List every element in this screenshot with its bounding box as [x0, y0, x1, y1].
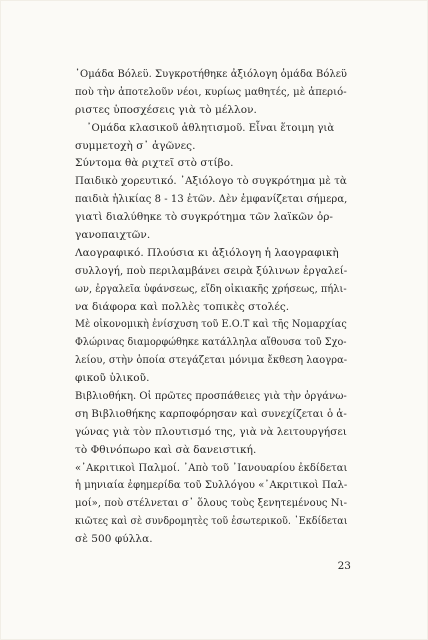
text-line: σὲ 500 φύλλα. — [75, 533, 153, 546]
text-line: κιῶτες καὶ σὲ συνδρομητὲς τοῦ ἐσωτερικοῦ. ᾿Εκδίδεται — [75, 515, 348, 528]
paragraph — [75, 316, 347, 388]
text-line: λείου, στὴν ὁποία στεγάζεται μόνιμα ἔκθεση λαογρα- — [75, 354, 348, 367]
text-line: γανοπαιχτῶν. — [75, 229, 151, 242]
text-line: συμμετοχὴ σ᾿ ἀγῶνες. — [75, 139, 196, 152]
text-line: παιδιὰ ἡλικίας 8 - 13 ἐτῶν. Δὲν ἐμφανίζεται σήμερα, — [75, 193, 348, 206]
text-line: ων, ἐργαλεῖα ὑφάνσεως, εἴδη οἰκιακῆς χρήσεως, πήλι- — [75, 282, 347, 295]
text-line: Σύντομα θὰ ριχτεῖ στὸ στίβο. — [75, 157, 234, 170]
text-line: ᾿Ομάδα Βόλεϋ. Συγκροτήθηκε ἀξιόλογη ὁμάδα Βόλεϋ — [75, 68, 348, 80]
text-line: μοί», ποὺ στέλνεται σ᾿ ὅλους τοὺς ξενητεμένους Νι- — [75, 497, 348, 510]
text-line: να διάφορα καὶ πολλὲς τοπικὲς στολές. — [75, 300, 290, 313]
text-line: ᾿Ομάδα κλασικοῦ ἀθλητισμοῦ. Εἶναι ἕτοιμη γιὰ — [86, 121, 335, 134]
text-line: τὸ Φθινόπωρο καὶ σὰ δανειστική. — [75, 443, 257, 456]
body-text — [75, 66, 347, 549]
paragraph — [75, 173, 347, 245]
text-line: γώνας γιὰ τὸν πλουτισμό της, γιὰ νὰ λειτουργήσει — [75, 425, 347, 438]
text-line: ση Βιβλιοθήκης καρποφόρησαν καὶ συνεχίζεται ὁ ἀ- — [75, 407, 347, 420]
text-line: Φλώρινας διαμορφώθηκε κατάλληλα αἴθουσα τοῦ Σχο- — [75, 336, 347, 349]
text-line: ποὺ τὴν ἀποτελοῦν νέοι, κυρίως μαθητές, μὲ ἀπεριό- — [75, 85, 347, 98]
text-line: συλλογή, ποὺ περιλαμβάνει σειρὰ ξύλινων ἐργαλεί- — [75, 264, 348, 277]
paragraph — [75, 388, 347, 460]
text-line: Παιδικὸ χορευτικό. ᾿Αξιόλογο τὸ συγκρότημα μὲ τὰ — [75, 175, 347, 188]
text-line: φικοῦ ὑλικοῦ. — [75, 372, 150, 385]
text-line: γιατὶ διαλύθηκε τὸ συγκρότημα τῶν λαϊκῶν ὀρ- — [75, 211, 334, 224]
text-line: Λαογραφικό. Πλούσια κι ἀξιόλογη ἡ λαογραφικὴ — [75, 246, 339, 259]
paragraph — [75, 245, 347, 317]
paragraph — [75, 460, 347, 549]
paragraph — [75, 66, 347, 120]
paragraph — [75, 120, 347, 156]
paragraph — [75, 155, 347, 173]
text-line: ριστες ὑποσχέσεις γιὰ τὸ μέλλον. — [75, 103, 257, 116]
text-line: «᾿Ακριτικοὶ Παλμοί. ᾿Απὸ τοῦ ᾿Ιανουαρίου ἐκδίδεται — [75, 461, 348, 474]
page-number: 23 — [337, 560, 351, 572]
text-line: Βιβλιοθήκη. Οἱ πρῶτες προσπάθειες γιὰ τὴν ὀργάνω- — [75, 390, 347, 403]
text-line: ἡ μηνιαία ἐφημερίδα τοῦ Συλλόγου «᾿Ακριτικοὶ Παλ- — [75, 479, 348, 492]
text-line: Μὲ οἰκονομικὴ ἐνίσχυση τοῦ Ε.Ο.Τ καὶ τῆς Νομαρχίας — [75, 318, 347, 331]
